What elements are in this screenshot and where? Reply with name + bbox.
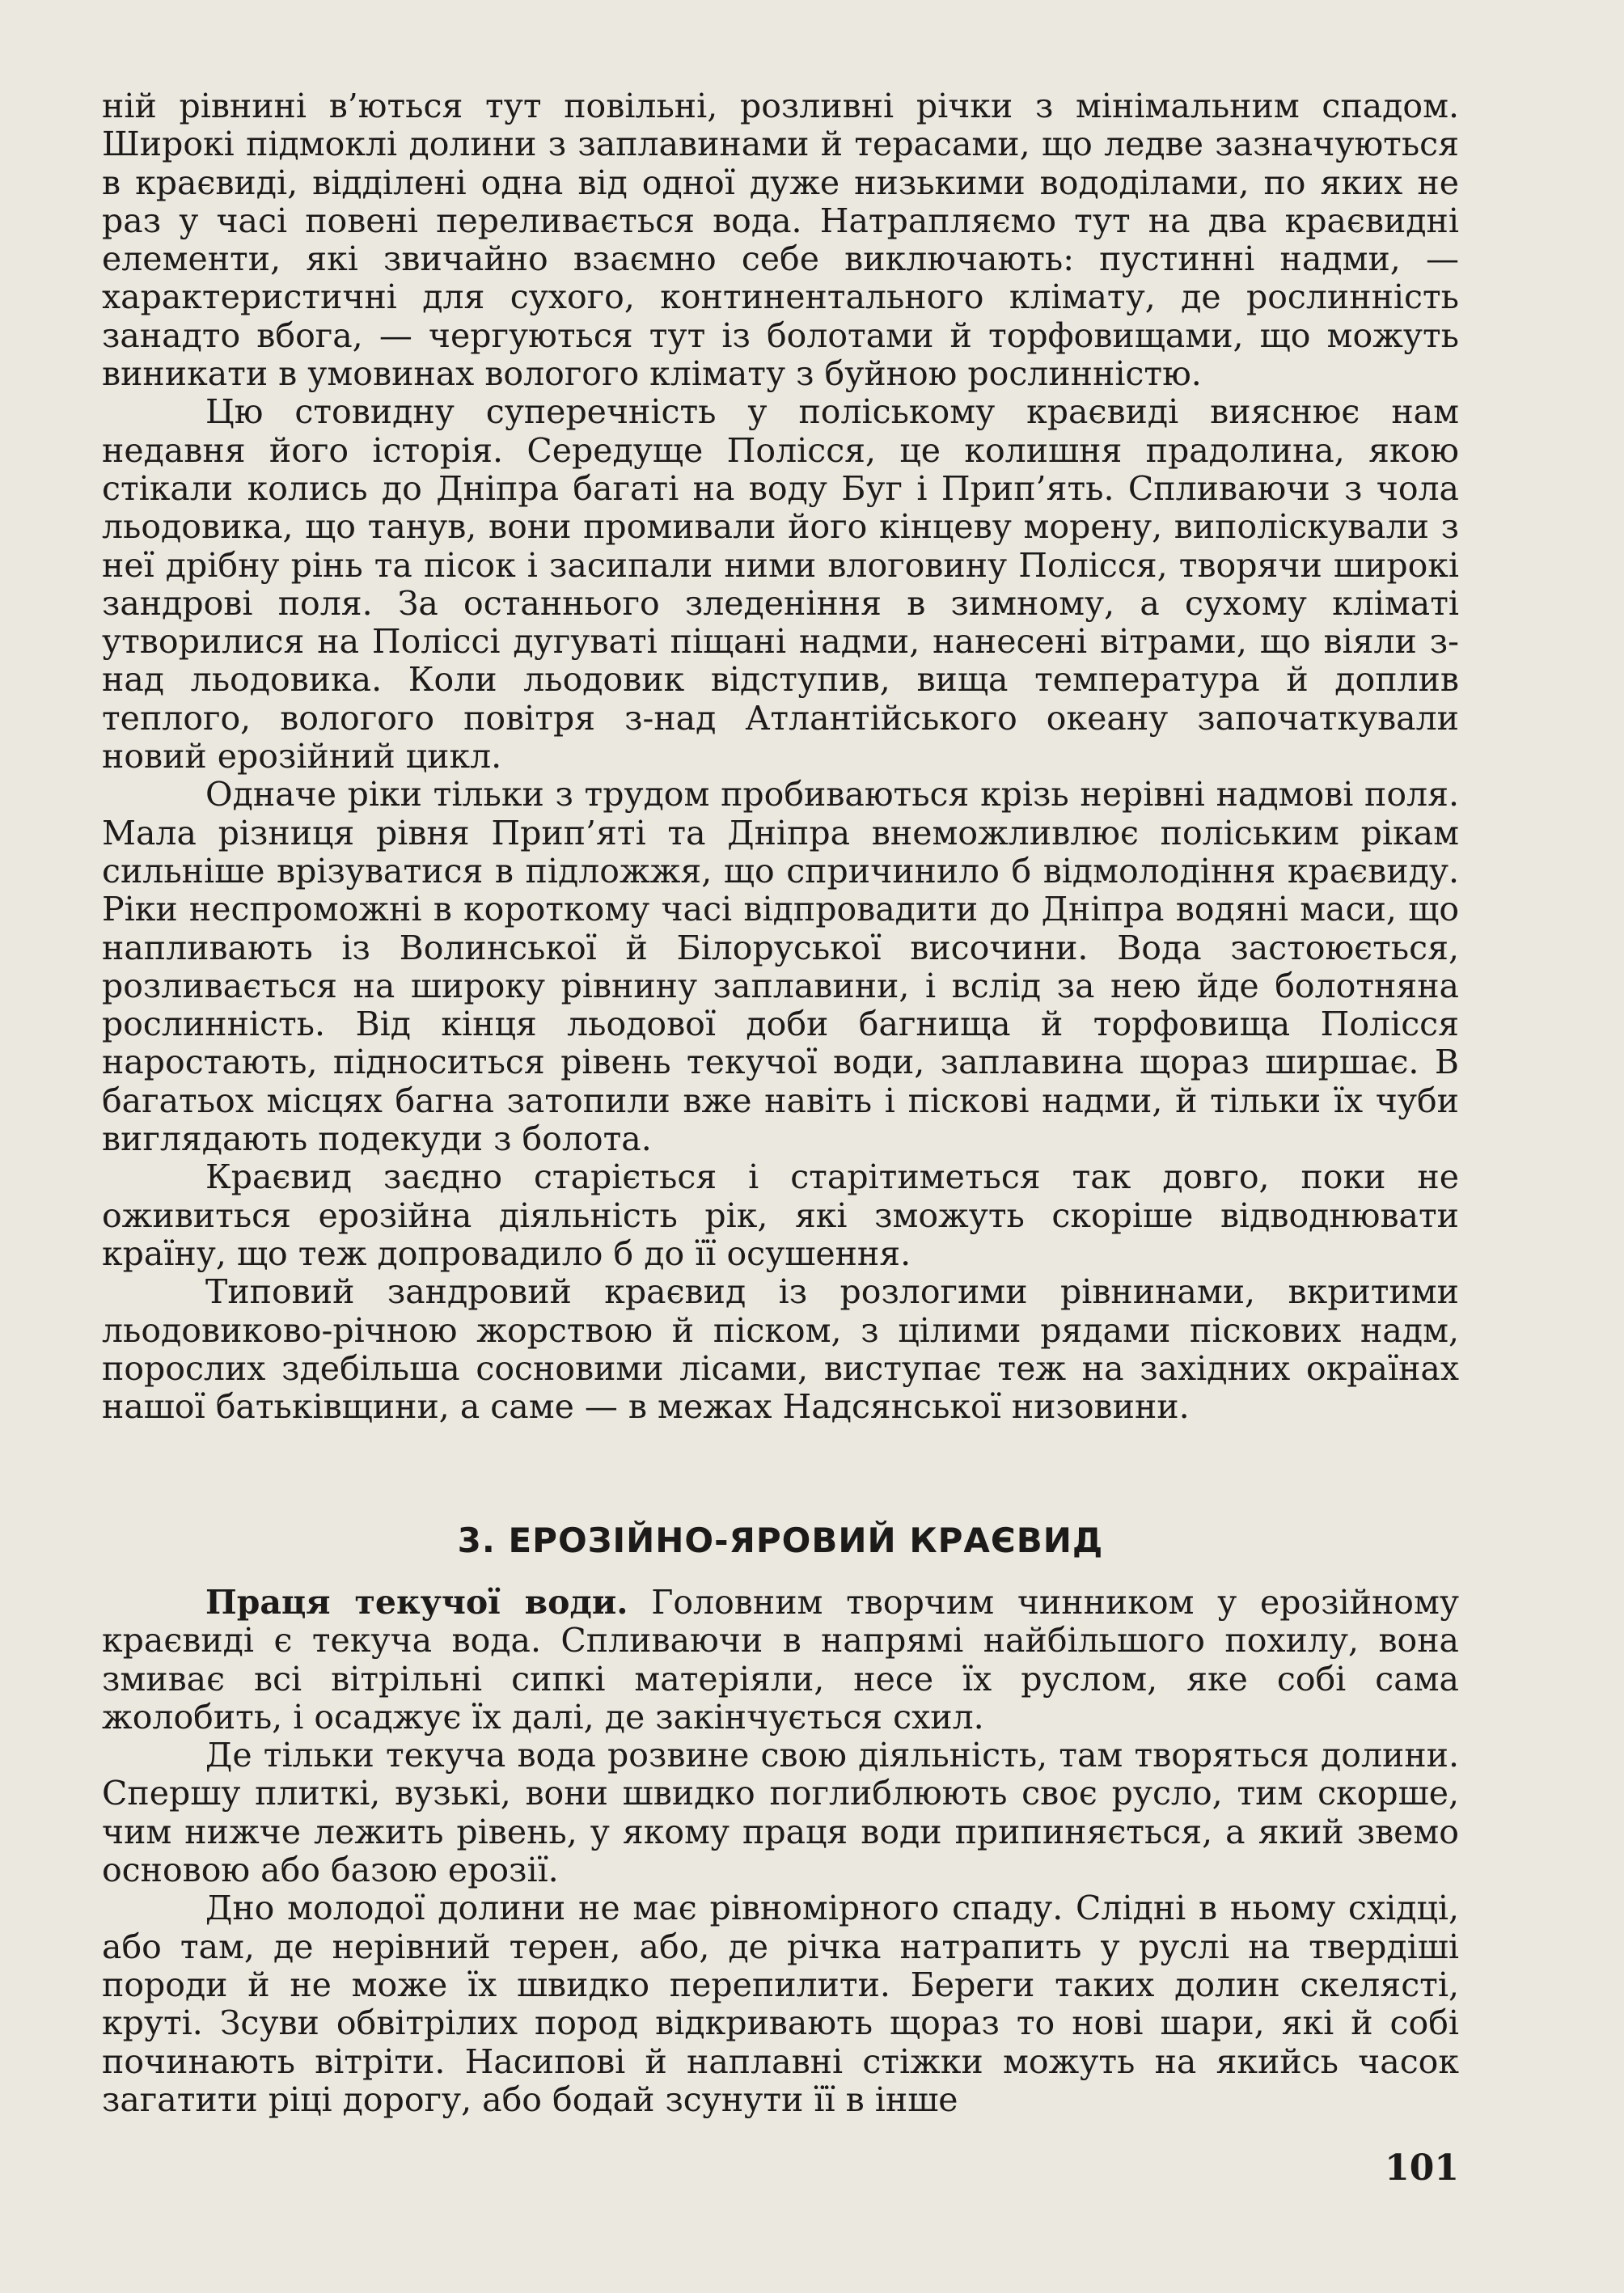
section-heading: 3. ЕРОЗІЙНО-ЯРОВИЙ КРАЄВИД [457, 1521, 1104, 1560]
text-block-bottom [102, 1584, 1459, 2119]
page-number: 101 [1385, 2147, 1459, 2189]
paragraph-3: Одначе ріки тільки з трудом пробиваються крізь нерівні надмові поля. Мала різниця рівня Прип’яті та Дніпра внеможливлює поліським рікам сильніше врізуватися в підложжя, що спричинило б відмолодіння краєвиду. Ріки неспроможні в короткому часі відпровадити до Дніпра водяні маси, що напливають із Волинської й Білоруської височини. Вода застоюється, розливається на широку рівнину заплавини, і вслід за нею йде болотняна рослинність. Від кінця льодової доби багнища й торфовища Полісся наростають, підноситься рівень текучої води, заплавина щораз ширшає. В багатьох місцях багна затопили вже навіть і піскові надми, й тільки їх чуби виглядають подекуди з болота. [102, 775, 1459, 1159]
section-lead: Праця текучої води. [205, 1583, 628, 1622]
paragraph-6 [102, 1584, 1459, 1737]
paragraph-7: Де тільки текуча вода розвине свою діяльність, там творяться долини. Спершу плиткі, вузькі, вони швидко поглиблюють своє русло, тим скорше, чим нижче лежить рівень, у якому праця води припиняється, а який звемо основою або базою ерозії. [102, 1736, 1459, 1890]
text-block-top [102, 87, 1459, 1426]
paragraph-8: Дно молодої долини не має рівномірного спаду. Слідні в ньому східці, або там, де нерівний терен, або, де річка натрапить у руслі на твердіші породи й не може їх швидко перепилити. Береги таких долин скелясті, круті. Зсуви обвітрілих пород відкривають щораз то нові шари, які й собі починають вітріти. Насипові й наплавні стіжки можуть на якийсь часок загатити ріці дорогу, або бодай зсунути її в інше [102, 1889, 1459, 2119]
paragraph-1: ній рівнині в’ються тут повільні, розливні річки з мінімальним спадом. Широкі підмоклі долини з заплавинами й терасами, що ледве зазначуються в краєвиді, відділені одна від одної дуже низькими вододілами, по яких не раз у часі повені переливається вода. Натрапляємо тут на два краєвидні елементи, які звичайно взаємно себе виключають: пустинні надми, — характеристичні для сухого, континентального клімату, де рослинність занадто вбога, — чергуються тут із болотами й торфовищами, що можуть виникати в умовинах вологого клімату з буйною рослинністю. [102, 87, 1459, 394]
paragraph-6-text: Головним творчим чинником у ерозійному краєвиді є текуча вода. Спливаючи в напрямі найбільшого похилу, вона змиває всі вітрільні сипкі матеріяли, несе їх руслом, яке собі сама жолобить, і осаджує їх далі, де закінчується схил. [102, 1583, 1459, 1737]
paragraph-5: Типовий зандровий краєвид із розлогими рівнинами, вкритими льодовиково-річною жорствою й піском, з цілими рядами піскових надм, порослих здебільша сосновими лісами, виступає теж на західних окраїнах нашої батьківщини, а саме — в межах Надсянської низовини. [102, 1272, 1459, 1427]
paragraph-2: Цю стовидну суперечність у поліському краєвиді вияснює нам недавня його історія. Середуще Полісся, це колишня прадолина, якою стікали колись до Дніпра багаті на воду Буг і Прип’ять. Спливаючи з чола льодовика, що танув, вони промивали його кінцеву морену, виполіскували з неї дрібну рінь та пісок і засипали ними влоговину Полісся, творячи широкі зандрові поля. За останнього зледеніння в зимному, а сухому кліматі утворилися на Поліссі дугуваті піщані надми, нанесені вітрами, що віяли з-над льодовика. Коли льодовик відступив, вища температура й доплив теплого, вологого повітря з-над Атлантійського океану започаткували новий ерозійний цикл. [102, 392, 1459, 776]
paragraph-4: Краєвид заєдно старіється і старітиметься так довго, поки не оживиться ерозійна діяльність рік, які зможуть скоріше відводнювати країну, що теж допровадило б до її осушення. [102, 1157, 1459, 1273]
